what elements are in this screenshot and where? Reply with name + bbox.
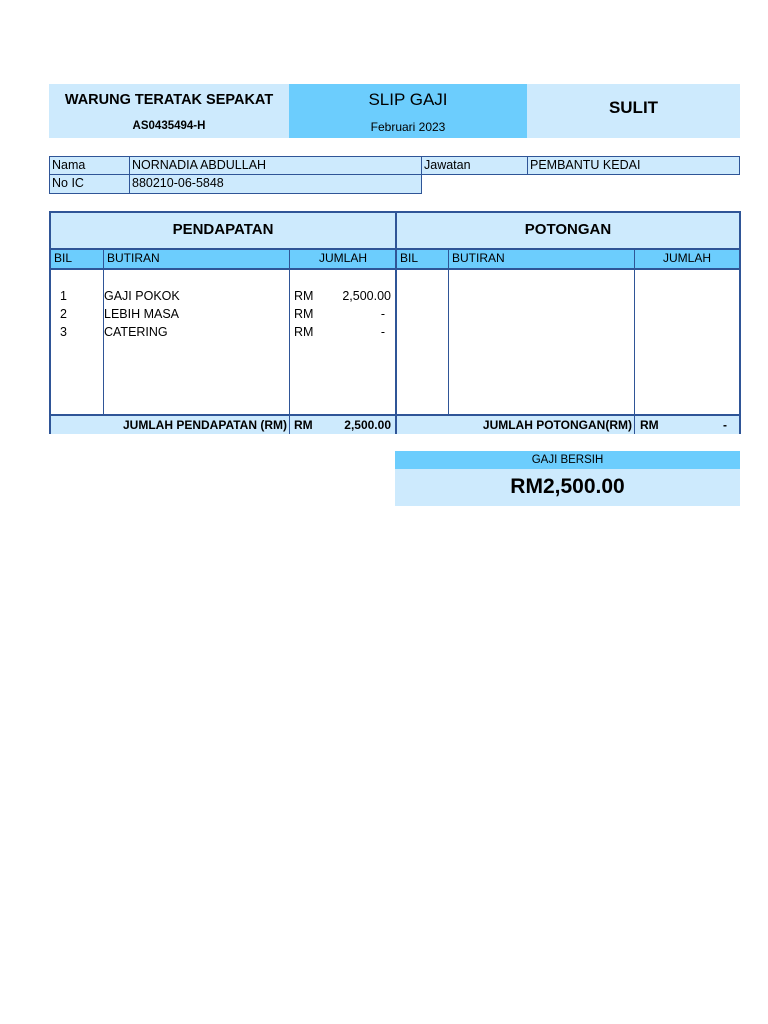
earnings-col-no: BIL	[51, 250, 103, 268]
earnings-total-label: JUMLAH PENDAPATAN (RM)	[51, 416, 289, 434]
divider	[448, 250, 449, 414]
divider	[634, 250, 635, 433]
deductions-col-desc: BUTIRAN	[449, 250, 634, 268]
ic-value: 880210-06-5848	[129, 174, 422, 194]
earnings-row-currency: RM	[294, 289, 314, 303]
net-pay-label: GAJI BERSIH	[395, 451, 740, 469]
earnings-total-cell	[290, 416, 395, 434]
payslip-table	[49, 211, 741, 434]
deductions-total-label: JUMLAH POTONGAN(RM)	[397, 416, 634, 434]
earnings-row-desc: CATERING	[104, 325, 168, 339]
earnings-col-desc: BUTIRAN	[104, 250, 289, 268]
earnings-row-no: 3	[60, 325, 67, 339]
net-pay-value: RM2,500.00	[395, 469, 740, 506]
name-label: Nama	[49, 156, 130, 175]
divider	[289, 250, 290, 433]
earnings-row-amount: 2,500.00	[342, 289, 391, 303]
earnings-row-amount: -	[380, 307, 385, 321]
company-name: WARUNG TERATAK SEPAKAT	[64, 92, 274, 108]
earnings-total-amount: 2,500.00	[344, 418, 391, 432]
classification-label: SULIT	[608, 98, 659, 117]
deductions-total-cell	[635, 416, 739, 434]
earnings-row-amount: -	[380, 325, 385, 339]
ic-label: No IC	[49, 174, 130, 194]
slip-title: SLIP GAJI	[368, 90, 448, 109]
earnings-row-desc: GAJI POKOK	[104, 289, 180, 303]
slip-header	[289, 84, 527, 138]
slip-period: Februari 2023	[370, 120, 446, 134]
deductions-total-amount: -	[723, 418, 727, 432]
earnings-row-desc: LEBIH MASA	[104, 307, 180, 321]
earnings-row-no: 2	[60, 307, 67, 321]
position-label: Jawatan	[421, 156, 528, 175]
deductions-title: POTONGAN	[397, 213, 739, 248]
earnings-col-amount: JUMLAH	[290, 250, 395, 268]
earnings-row-currency: RM	[294, 325, 314, 339]
company-header	[49, 84, 289, 138]
deductions-total-currency: RM	[640, 418, 659, 432]
divider	[395, 213, 397, 434]
deductions-col-amount: JUMLAH	[635, 250, 739, 268]
earnings-row-currency: RM	[294, 307, 314, 321]
company-registration: AS0435494-H	[132, 120, 206, 132]
deductions-col-no: BIL	[397, 250, 448, 268]
earnings-total-currency: RM	[294, 418, 313, 432]
name-value: NORNADIA ABDULLAH	[129, 156, 422, 175]
earnings-title: PENDAPATAN	[51, 213, 395, 248]
classification-header	[527, 84, 740, 138]
earnings-row-no: 1	[60, 289, 67, 303]
position-value: PEMBANTU KEDAI	[527, 156, 740, 175]
